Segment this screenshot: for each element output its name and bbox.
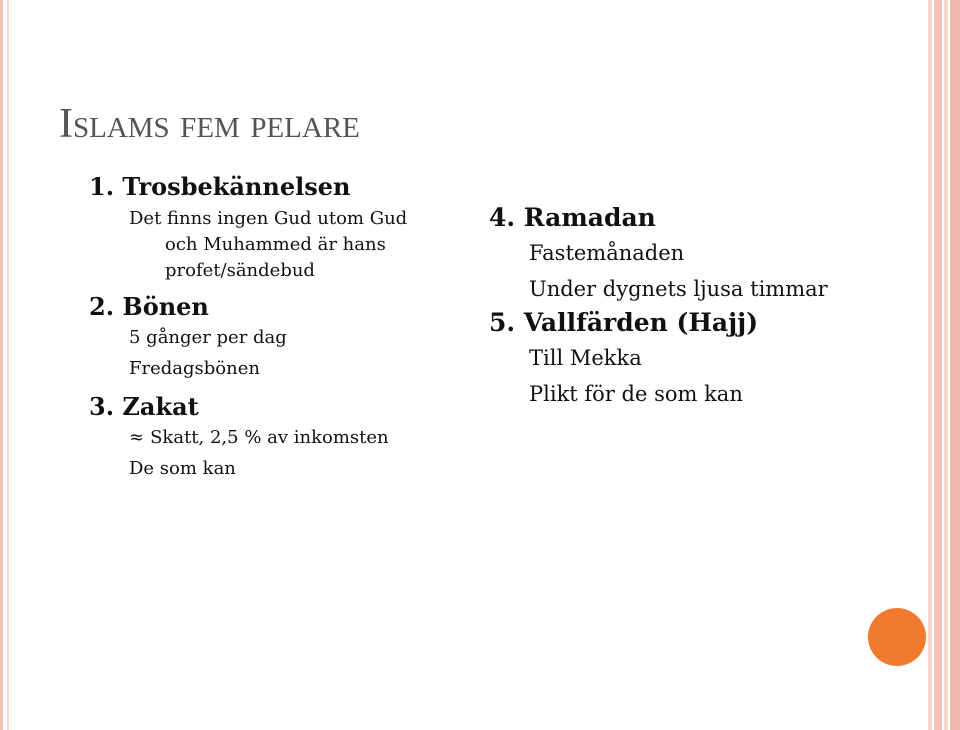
list-item (129, 206, 407, 284)
pillar-heading-trosbekannelsen: 1. Trosbekännelsen (89, 172, 351, 201)
pillar-details-zakat (89, 422, 407, 484)
right-border-stripe-3 (944, 0, 948, 730)
list-item: Till Mekka (529, 346, 642, 370)
list-item (129, 422, 407, 453)
list-item: De som kan (129, 458, 236, 479)
pillar-heading-vallfarden: 5. Vallfärden (Hajj) (489, 308, 759, 337)
pillar-details-ramadan (489, 233, 828, 307)
right-border-stripe-2 (934, 0, 942, 730)
list-item: 5 gånger per dag (129, 327, 287, 348)
list-item-line: profet/sändebud (165, 260, 315, 281)
right-border-stripe-4 (950, 0, 960, 730)
approx-symbol: ≈ (129, 427, 145, 448)
left-content-column (89, 172, 407, 484)
pillar-details-vallfarden (489, 338, 828, 412)
slide-title: Islams fem pelare (59, 101, 360, 147)
list-item: Fredagsbönen (129, 358, 260, 379)
list-item: Fastemånaden (529, 241, 685, 265)
list-item: Plikt för de som kan (529, 382, 743, 406)
pillar-heading-ramadan: 4. Ramadan (489, 203, 656, 232)
right-border-stripe-1 (928, 0, 932, 730)
list-item-text: Skatt, 2,5 % av inkomsten (150, 427, 389, 448)
pillar-heading-bonen: 2. Bönen (89, 292, 209, 321)
decorative-circle (868, 608, 926, 666)
pillar-details-trosbekannelsen (89, 202, 407, 284)
right-content-column (489, 202, 828, 412)
left-border-stripe (0, 0, 3, 730)
pillar-heading-zakat: 3. Zakat (89, 392, 199, 421)
list-item: Under dygnets ljusa timmar (529, 277, 828, 301)
left-border-stripe-thin (7, 0, 9, 730)
list-item-line: Det finns ingen Gud utom Gud (129, 208, 408, 229)
list-item-line: och Muhammed är hans (165, 234, 386, 255)
pillar-details-bonen (89, 322, 407, 384)
